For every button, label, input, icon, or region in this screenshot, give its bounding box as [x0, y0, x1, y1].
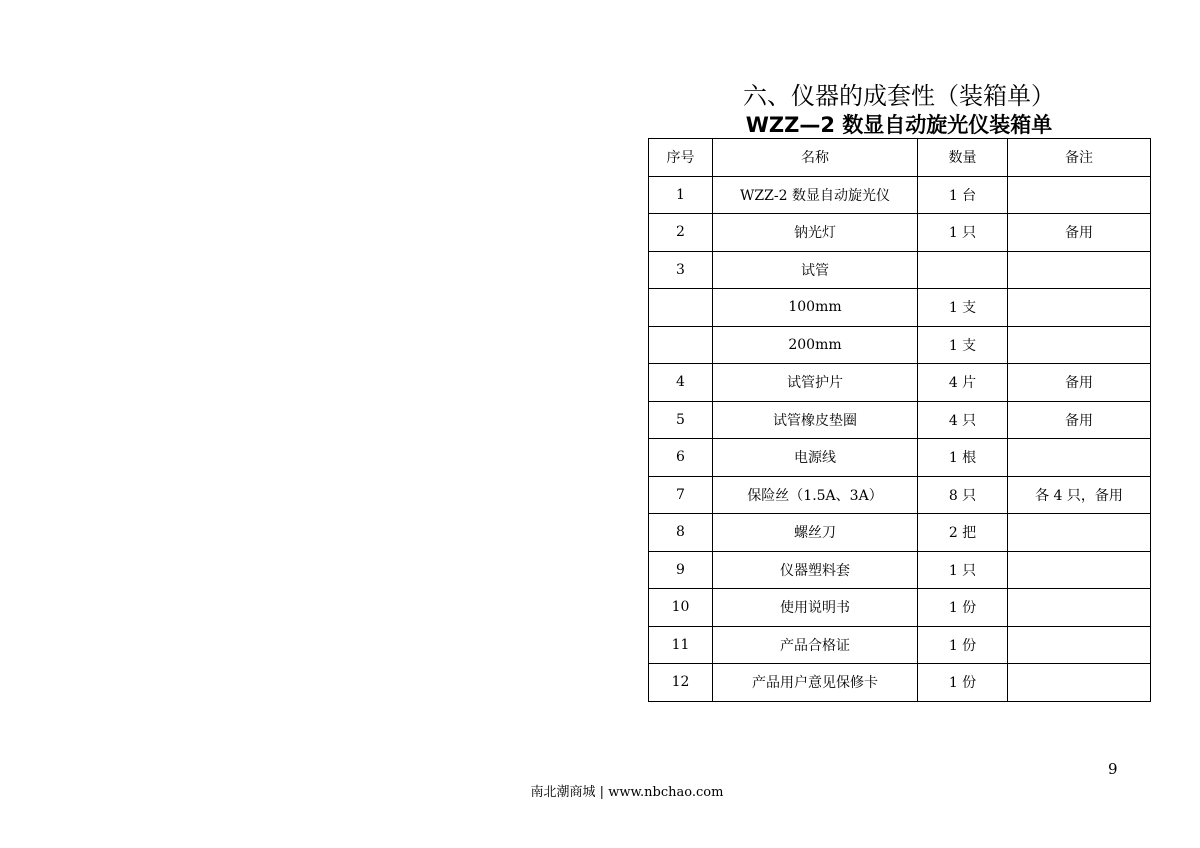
table-title: WZZ—2 数显自动旋光仪装箱单 — [745, 113, 1053, 137]
cell-quantity: 1 支 — [918, 289, 1008, 327]
cell-serial-no: 7 — [649, 476, 713, 514]
cell-remarks — [1008, 176, 1151, 214]
cell-quantity: 1 份 — [918, 626, 1008, 664]
table-row — [649, 589, 1151, 627]
cell-item-name: 试管 — [713, 251, 918, 289]
cell-serial-no: 5 — [649, 401, 713, 439]
cell-quantity: 1 台 — [918, 176, 1008, 214]
cell-quantity: 4 片 — [918, 364, 1008, 402]
cell-serial-no: 4 — [649, 364, 713, 402]
header-serial-no: 序号 — [649, 139, 713, 177]
cell-item-name: 电源线 — [713, 439, 918, 477]
section-title: 六、仪器的成套性（装箱单） — [743, 82, 1055, 110]
cell-serial-no: 9 — [649, 551, 713, 589]
cell-quantity: 1 只 — [918, 214, 1008, 252]
cell-quantity: 2 把 — [918, 514, 1008, 552]
cell-item-name: 试管护片 — [713, 364, 918, 402]
table-row — [649, 514, 1151, 552]
cell-item-name: 仪器塑料套 — [713, 551, 918, 589]
cell-quantity: 1 根 — [918, 439, 1008, 477]
cell-item-name: 100mm — [713, 289, 918, 327]
cell-remarks — [1008, 326, 1151, 364]
cell-remarks: 备用 — [1008, 364, 1151, 402]
cell-quantity: 1 只 — [918, 551, 1008, 589]
cell-remarks — [1008, 626, 1151, 664]
header-remarks: 备注 — [1008, 139, 1151, 177]
table-header-row — [649, 139, 1151, 177]
cell-quantity: 1 份 — [918, 589, 1008, 627]
cell-quantity: 4 只 — [918, 401, 1008, 439]
cell-item-name: 产品用户意见保修卡 — [713, 664, 918, 702]
cell-serial-no: 10 — [649, 589, 713, 627]
cell-serial-no: 8 — [649, 514, 713, 552]
cell-remarks: 各 4 只，备用 — [1008, 476, 1151, 514]
header-quantity: 数量 — [918, 139, 1008, 177]
table-row — [649, 401, 1151, 439]
table-row — [649, 289, 1151, 327]
cell-item-name: 产品合格证 — [713, 626, 918, 664]
header-item-name: 名称 — [713, 139, 918, 177]
cell-remarks: 备用 — [1008, 214, 1151, 252]
table-row — [649, 364, 1151, 402]
cell-serial-no: 11 — [649, 626, 713, 664]
cell-quantity: 8 只 — [918, 476, 1008, 514]
table-row — [649, 176, 1151, 214]
footer-text: 南北潮商城 | www.nbchao.com — [530, 785, 724, 800]
cell-item-name: 螺丝刀 — [713, 514, 918, 552]
cell-remarks — [1008, 289, 1151, 327]
cell-serial-no: 3 — [649, 251, 713, 289]
cell-serial-no: 1 — [649, 176, 713, 214]
cell-item-name: 试管橡皮垫圈 — [713, 401, 918, 439]
table-row — [649, 251, 1151, 289]
cell-remarks — [1008, 514, 1151, 552]
cell-serial-no — [649, 289, 713, 327]
cell-serial-no: 2 — [649, 214, 713, 252]
table-row — [649, 326, 1151, 364]
table-row — [649, 551, 1151, 589]
cell-remarks — [1008, 251, 1151, 289]
cell-quantity: 1 支 — [918, 326, 1008, 364]
cell-remarks — [1008, 551, 1151, 589]
table-row — [649, 626, 1151, 664]
cell-item-name: 保险丝（1.5A、3A） — [713, 476, 918, 514]
cell-serial-no: 6 — [649, 439, 713, 477]
table-row — [649, 476, 1151, 514]
cell-item-name: WZZ-2 数显自动旋光仪 — [713, 176, 918, 214]
cell-item-name: 200mm — [713, 326, 918, 364]
cell-item-name: 钠光灯 — [713, 214, 918, 252]
packing-list-table — [648, 138, 1151, 702]
packing-list-body — [649, 176, 1151, 701]
table-row — [649, 664, 1151, 702]
cell-quantity: 1 份 — [918, 664, 1008, 702]
cell-serial-no — [649, 326, 713, 364]
table-row — [649, 214, 1151, 252]
cell-quantity — [918, 251, 1008, 289]
page-number: 9 — [1108, 760, 1118, 778]
cell-item-name: 使用说明书 — [713, 589, 918, 627]
cell-remarks — [1008, 589, 1151, 627]
cell-serial-no: 12 — [649, 664, 713, 702]
table-row — [649, 439, 1151, 477]
cell-remarks — [1008, 439, 1151, 477]
cell-remarks — [1008, 664, 1151, 702]
cell-remarks: 备用 — [1008, 401, 1151, 439]
